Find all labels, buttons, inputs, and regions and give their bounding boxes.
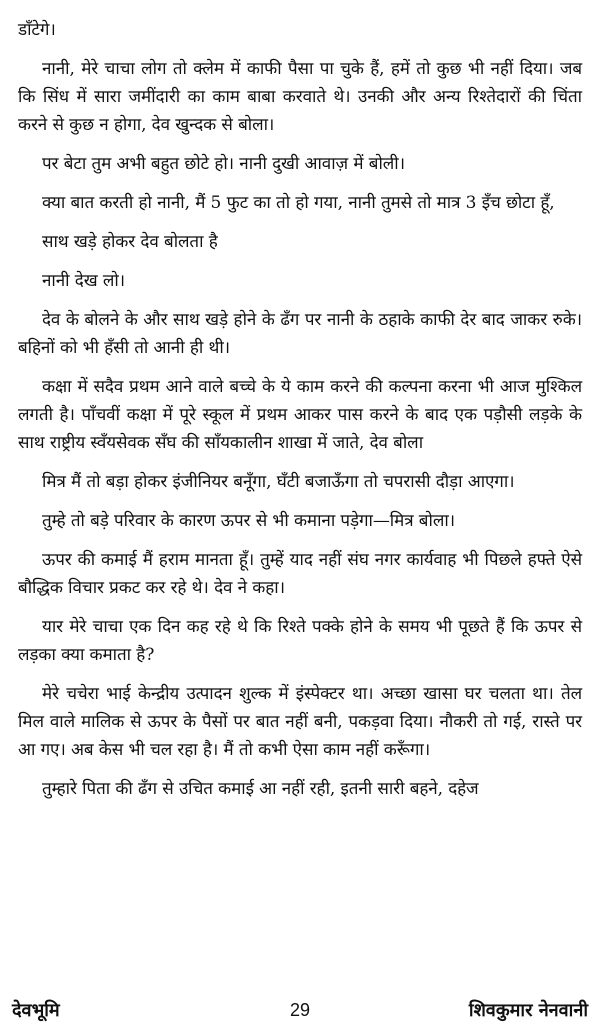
paragraph-5: साथ खड़े होकर देव बोलता है: [42, 232, 218, 252]
footer-author-name: शिवकुमार नेनवानी: [468, 1000, 588, 1021]
paragraph-12: यार मेरे चाचा एक दिन कह रहे थे कि रिश्ते पक्के होने के समय भी पूछते हैं कि ऊपर से लड़का क्या कमाता है?: [18, 617, 582, 665]
paragraph-1: डाँटेगे।: [18, 20, 56, 40]
paragraph-14: तुम्हारे पिता की ढँग से उचित कमाई आ नहीं रही, इतनी सारी बहने, दहेज: [42, 779, 479, 799]
paragraph-4: क्या बात करती हो नानी, मैं 5 फुट का तो हो गया, नानी तुमसे तो मात्र 3 इँच छोटा हूँ,: [42, 193, 555, 213]
paragraph-8: कक्षा में सदैव प्रथम आने वाले बच्चे के ये काम करने की कल्पना करना भी आज मुश्किल लगती है। पाँचवीं कक्षा में पूरे स्कूल में प्रथम आकर पास करने के बाद एक पड़ौसी लड़के के साथ राष्ट्रीय स्वँयसेवक सँघ की साँयकालीन शाखा में जाते, देव बोला: [18, 377, 582, 453]
page-number: 29: [289, 999, 311, 1020]
paragraph-3: पर बेटा तुम अभी बहुत छोटे हो। नानी दुखी आवाज़ में बोली।: [42, 154, 405, 174]
paragraph-2: नानी, मेरे चाचा लोग तो क्लेम में काफी पैसा पा चुके हैं, हमें तो कुछ भी नहीं दिया। जब कि सिंध में सारा जमींदारी का काम बाबा करवाते थे। उनकी और अन्य रिश्तेदारों की चिंता करने से कुछ न होगा, देव खुन्दक से बोला।: [18, 59, 582, 135]
paragraph-11: ऊपर की कमाई मैं हराम मानता हूँ। तुम्हें याद नहीं संघ नगर कार्यवाह भी पिछले हफ्ते ऐसे बौद्धिक विचार प्रकट कर रहे थे। देव ने कहा।: [18, 550, 582, 598]
paragraph-13: मेरे चचेरा भाई केन्द्रीय उत्पादन शुल्क में इंस्पेक्टर था। अच्छा खासा घर चलता था। तेल मिल वाले मालिक से ऊपर के पैसों पर बात नहीं बनी, पकड़वा दिया। नौकरी तो गई, रास्ते पर आ गए। अब केस भी चल रहा है। मैं तो कभी ऐसा काम नहीं करूँगा।: [18, 684, 582, 760]
paragraph-9: मित्र मैं तो बड़ा होकर इंजीनियर बनूँगा, घँटी बजाऊँगा तो चपरासी दौड़ा आएगा।: [42, 472, 515, 492]
page-footer: [12, 995, 588, 1025]
paragraph-10: तुम्हे तो बड़े परिवार के कारण ऊपर से भी कमाना पड़ेगा—मित्र बोला।: [42, 511, 455, 531]
footer-book-title: देवभूमि: [12, 1000, 60, 1021]
paragraph-6: नानी देख लो।: [42, 271, 125, 291]
paragraph-7: देव के बोलने के और साथ खड़े होने के ढँग पर नानी के ठहाके काफी देर बाद जाकर रुके। बहिनों को भी हँसी तो आनी ही थी।: [18, 310, 582, 358]
